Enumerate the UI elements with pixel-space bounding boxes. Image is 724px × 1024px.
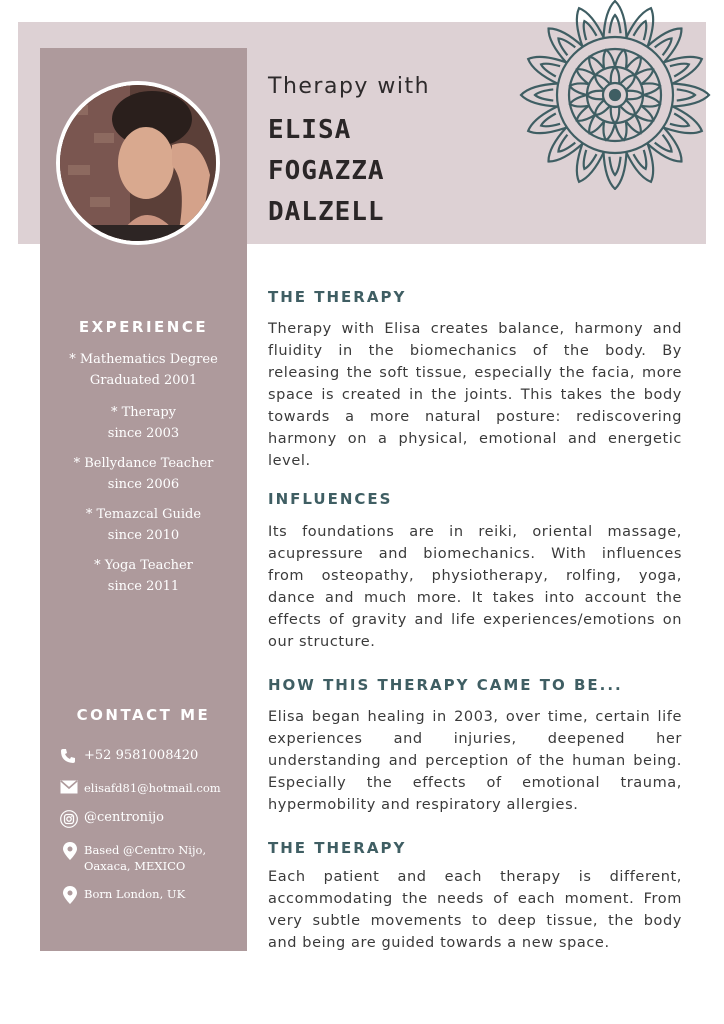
mandala-petal — [655, 135, 672, 152]
phone-icon — [60, 748, 76, 769]
section-heading: INFLUENCES — [268, 490, 393, 508]
mandala-petal — [611, 106, 619, 123]
experience-item-line: * Yoga Teacher — [94, 558, 193, 573]
location-line: Oaxaca, MEXICO — [84, 859, 186, 873]
born-text: Born London, UK — [84, 887, 186, 901]
location-line: Based @Centro Nijo, — [84, 843, 207, 857]
mandala-petal — [584, 21, 597, 40]
mandala-petal — [541, 113, 560, 126]
section-heading: THE THERAPY — [268, 839, 407, 857]
mandala-petal — [677, 89, 695, 100]
experience-item-line: since 2006 — [107, 477, 180, 492]
mandala-petal — [541, 64, 560, 77]
experience-item-line: * Temazcal Guide — [85, 507, 202, 522]
map-pin-icon — [63, 842, 77, 864]
mandala-petal — [558, 38, 575, 55]
phone-number: +52 9581008420 — [84, 748, 199, 763]
location-text — [84, 842, 249, 874]
experience-item-line: * Bellydance Teacher — [73, 456, 214, 471]
name-line-3: DALZELL — [268, 197, 385, 227]
mandala-petal — [595, 100, 610, 115]
mandala-petal — [603, 152, 626, 189]
experience-heading: EXPERIENCE — [78, 318, 209, 336]
header-subtitle: Therapy with — [268, 74, 431, 99]
experience-item-line: since 2010 — [107, 528, 180, 543]
experience-item-line: * Mathematics Degree — [69, 352, 218, 367]
section-body: Its foundations are in reiki, oriental massage, acupressure and biomechanics. With influences from osteopathy, physiotherapy, rolfing, yoga, dance and much more. It takes into account the effects of gravity and life experiences/emotions on our structure. — [268, 524, 682, 650]
mandala-petal — [535, 89, 553, 100]
experience-item — [40, 555, 247, 597]
mandala-petal — [670, 113, 689, 126]
section-heading: HOW THIS THERAPY CAME TO BE... — [268, 676, 623, 694]
mandala-petal — [603, 1, 626, 38]
mandala-petal — [655, 38, 672, 55]
mandala-petal — [595, 75, 610, 90]
experience-item — [40, 349, 247, 391]
instagram-icon — [60, 810, 78, 833]
mandala-petal — [609, 157, 620, 175]
experience-item-line: since 2003 — [107, 426, 180, 441]
mandala-petal — [633, 21, 646, 40]
mandala-icon — [507, 0, 724, 190]
section-body: Elisa began healing in 2003, over time, certain life experiences and injuries, deepened her understanding and perception of the human being. Especially the effects of emotional trauma, hypermobility and respiratory allergies. — [268, 709, 682, 813]
map-pin-icon — [63, 886, 77, 908]
section-heading: THE THERAPY — [268, 288, 407, 306]
experience-item — [40, 504, 247, 546]
mandala-petal — [670, 64, 689, 77]
envelope-icon — [60, 780, 78, 798]
mandala-petal — [609, 15, 620, 33]
section-body: Each patient and each therapy is different, accommodating the needs of each moment. From very subtle movements to deep tissue, the body and being are guided towards a new space. — [268, 869, 682, 951]
mandala-petal — [626, 91, 643, 99]
section-body: Therapy with Elisa creates balance, harmony and fluidity in the biomechanics of the body. By releasing the soft tissue, especially the facia, more space is created in the joints. This takes the body towards a more natural posture: rediscovering harmony on a physical, emotional and energetic level. — [268, 321, 682, 469]
profile-photo — [56, 81, 220, 245]
mandala-petal — [584, 150, 597, 169]
email-address: elisafd81@hotmail.com — [84, 781, 221, 795]
mandala-petal — [620, 75, 635, 90]
name-line-2: FOGAZZA — [268, 156, 385, 186]
mandala-petal — [611, 67, 619, 84]
experience-item-line: since 2011 — [107, 579, 180, 594]
instagram-handle: @centronijo — [84, 810, 164, 825]
mandala-petal — [620, 100, 635, 115]
mandala-petal — [587, 91, 604, 99]
name-line-1: ELISA — [268, 115, 352, 145]
contact-heading: CONTACT ME — [76, 706, 211, 724]
mandala-petal — [521, 83, 558, 106]
experience-item — [40, 453, 247, 495]
mandala-petal — [558, 135, 575, 152]
mandala-petal — [672, 83, 709, 106]
experience-item — [40, 402, 247, 444]
experience-item-line: Graduated 2001 — [89, 373, 198, 388]
experience-item-line: * Therapy — [111, 405, 176, 420]
mandala-petal — [633, 150, 646, 169]
